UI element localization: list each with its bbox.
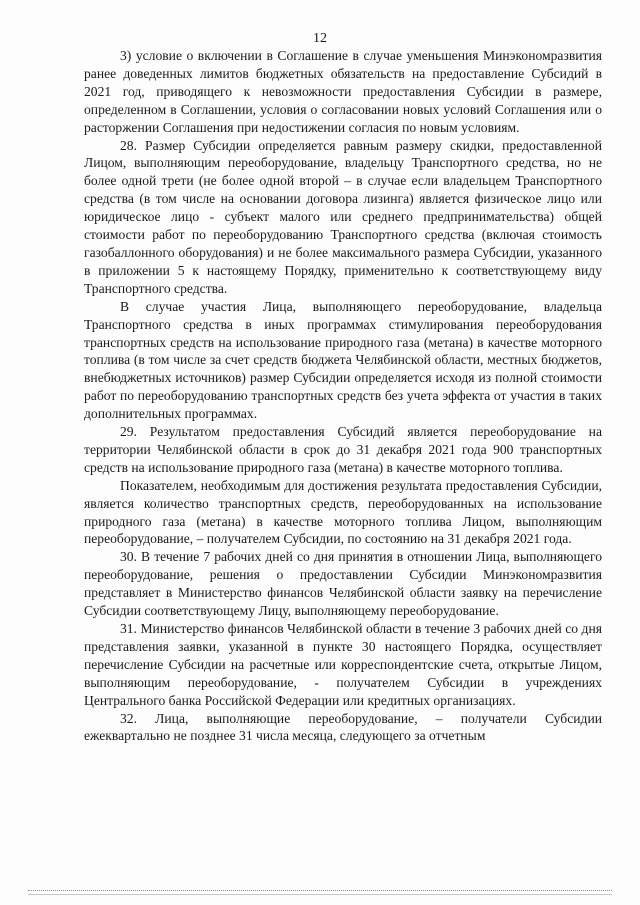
document-body <box>84 47 602 745</box>
page-number: 12 <box>313 31 327 46</box>
paragraph-indicator: Показателем, необходимым для достижения результата предоставления Субсидии, является количество транспортных средств, переоборудованных на использование природного газа (метана) в качестве моторного топлива Лицом, выполняющим переоборудование, – получателем Субсидии, по состоянию на 31 декабря 2021 года. <box>84 477 602 547</box>
paragraph-other-programs: В случае участия Лица, выполняющего переоборудование, владельца Транспортного средства в иных программах стимулирования переоборудования транспортных средств на использование природного газа (метана) в качестве моторного топлива (в том числе за счет средств бюджета Челябинской области, местных бюджетов, внебюджетных источников) размер Субсидии определяется исходя из полной стоимости работ по переоборудованию транспортных средств без учета эффекта от участия в таких дополнительных программах. <box>84 298 602 422</box>
paragraph-28-subsidy-size: 28. Размер Субсидии определяется равным размеру скидки, предоставленной Лицом, выполняющим переоборудование, владельцу Транспортного средства, но не более одной трети (не более одной второй – в случае если владельцем Транспортного средства (в том числе на основании договора лизинга) является физическое лицо или юридическое лицо - субъект малого или среднего предпринимательства) общей стоимости работ по переоборудованию Транспортного средства (включая стоимость газобаллонного оборудования) и не более максимального размера Субсидии, указанного в приложении 5 к настоящему Порядку, применительно к соответствующему виду Транспортного средства. <box>84 137 602 296</box>
paragraph-29-result: 29. Результатом предоставления Субсидий является переоборудование на территории Челябинской области в срок до 31 декабря 2021 года 900 транспортных средств на использование природного газа (метана) в качестве моторного топлива. <box>84 424 602 475</box>
footer-edge <box>28 894 612 895</box>
paragraph-30-application: 30. В течение 7 рабочих дней со дня принятия в отношении Лица, выполняющего переоборудование, решения о предоставлении Субсидии Минэкономразвития представляет в Министерство финансов Челябинской области заявку на перечисление Субсидии соответствующему Лицу, выполняющему переоборудование. <box>84 549 602 619</box>
footer-divider <box>28 890 612 891</box>
paragraph-31-transfer: 31. Министерство финансов Челябинской области в течение 3 рабочих дней со дня представления заявки, указанной в пункте 30 настоящего Порядка, осуществляет перечисление Субсидии на расчетные или корреспондентские счета, открытые Лицом, выполняющим переоборудование, - получателем Субсидии в учреждениях Центрального банка Российской Федерации или кредитных организациях. <box>84 621 602 708</box>
paragraph-32-reporting: 32. Лица, выполняющие переоборудование, – получатели Субсидии ежеквартально не позднее 31 числа месяца, следующего за отчетным <box>84 710 602 744</box>
paragraph-condition-3: 3) условие о включении в Соглашение в случае уменьшения Минэкономразвития ранее доведенных лимитов бюджетных обязательств на предоставление Субсидий в 2021 год, приводящего к невозможности предоставления Субсидии в размере, определенном в Соглашении, условия о согласовании новых условий Соглашения или о расторжении Соглашения при недостижении согласия по новым условиям. <box>84 48 602 135</box>
